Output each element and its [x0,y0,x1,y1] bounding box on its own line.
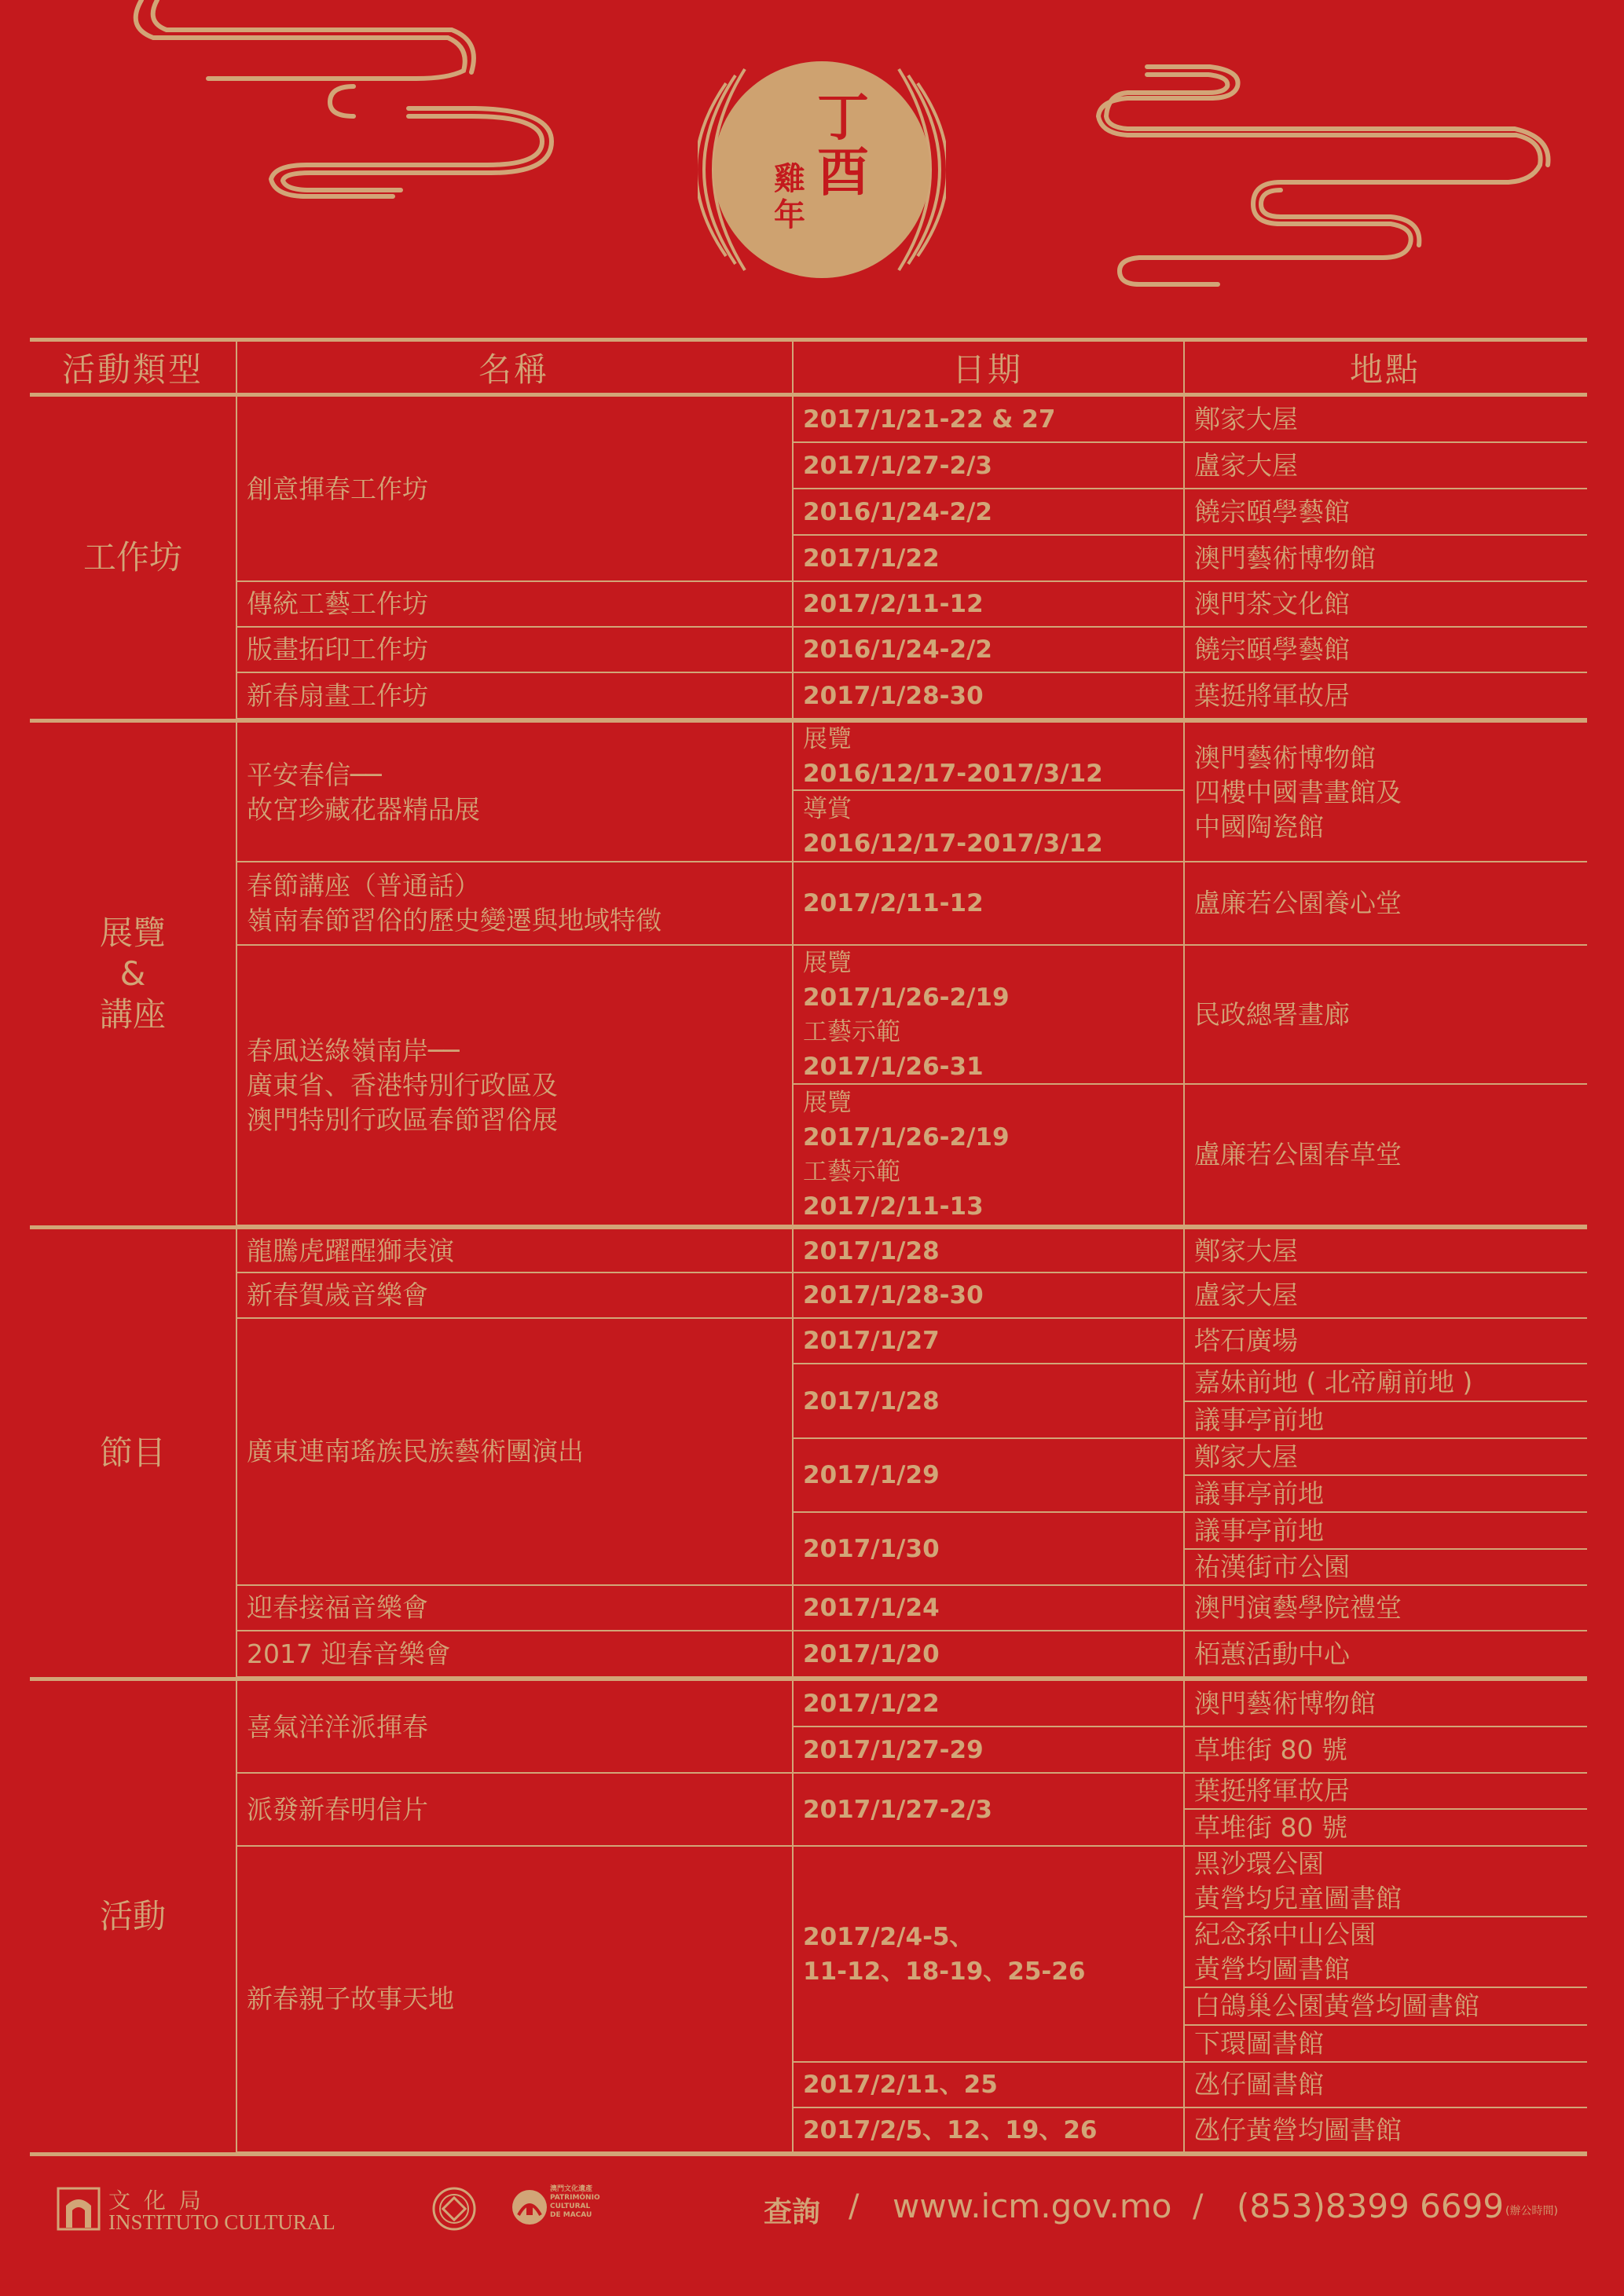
event-date: 2016/1/24-2/2 [803,635,992,664]
event-location: 議事亭前地 [1194,1404,1324,1435]
row-divider [236,672,792,673]
event-date [792,1084,1183,1225]
date-label: 工藝示範 [803,1158,900,1186]
row-divider [792,1511,1183,1513]
event-location: 盧家大屋 [1194,449,1298,481]
row-divider [792,1726,1183,1727]
row-divider [792,580,1183,582]
row-divider [792,1363,1183,1364]
row-divider [236,1272,792,1273]
event-name: 新春賀歲音樂會 [247,1280,428,1310]
event-location: 葉挺將軍故居 [1194,679,1350,711]
row-divider [1183,1363,1587,1364]
section-type: 展覽 & 講座 [99,914,166,1034]
section-type: 工作坊 [82,538,182,577]
row-divider [1183,1317,1587,1319]
event-location: 鄭家大屋 [1194,404,1298,434]
event-date [792,790,1183,862]
event-location: 澳門藝術博物館 [1194,542,1376,573]
row-divider [236,626,792,628]
enquiry-label: 查詢 [764,2196,821,2228]
event-date: 2017/2/5、12、19、26 [803,2115,1098,2144]
row-divider [1183,1808,1587,1810]
phone-number: (853)8399 6699 [1237,2187,1505,2225]
event-name: 新春親子故事天地 [247,1983,454,2014]
section-divider [30,1677,1587,1681]
event-date: 2017/1/28 [803,1236,940,1265]
row-divider [792,1845,1183,1847]
row-divider [1183,1401,1587,1402]
event-name: 廣東連南瑤族民族藝術團演出 [247,1436,584,1467]
event-location: 澳門演藝學院禮堂 [1194,1592,1402,1623]
column-header: 名稱 [478,350,549,389]
event-name: 新春扇畫工作坊 [247,679,428,711]
date-label: 展覽 [803,948,852,977]
event-location: 紀念孫中山公園 黃營均圖書館 [1194,1919,1376,1984]
row-divider [792,1584,1183,1586]
event-location: 饒宗頤學藝館 [1194,634,1350,665]
event-date: 2017/1/27-2/3 [803,451,992,480]
row-divider [1183,1272,1587,1273]
event-date [792,945,1183,1084]
row-divider [1183,1584,1587,1586]
row-divider [1183,1916,1587,1917]
event-date: 2017/1/27 [803,1327,940,1355]
date-value: 2017/1/26-2/19 [803,1123,1010,1152]
row-divider [792,2107,1183,2108]
row-divider [1183,1511,1587,1513]
date-stack [803,792,1103,861]
event-date: 2017/1/20 [803,1639,940,1668]
phone-note: (辦公時間) [1505,2205,1558,2217]
row-divider [792,626,1183,628]
date-value: 2016/12/17-2017/3/12 [803,760,1103,788]
row-divider [1183,1845,1587,1847]
event-location: 栢蕙活動中心 [1194,1638,1350,1669]
world-heritage-icon [431,2185,478,2232]
event-name: 春節講座（普通話） 嶺南春節習俗的歷史變遷與地域特徵 [247,870,662,936]
date-value: 2017/1/26-31 [803,1052,984,1081]
event-date: 2016/1/24-2/2 [803,497,992,526]
row-divider [792,488,1183,489]
event-location: 盧廉若公園春草堂 [1194,1139,1402,1170]
date-stack [803,946,1010,1084]
badge-title-main: 丁酉 [817,87,869,203]
section-divider [30,719,1587,723]
event-location: 草堆街 80 號 [1194,1811,1347,1843]
date-stack [803,1086,1010,1224]
row-divider [236,1772,792,1774]
row-divider [236,944,792,946]
row-divider [1183,1437,1587,1439]
event-location: 白鴿巢公園黃營均圖書館 [1194,1990,1479,2021]
row-divider [792,944,1183,946]
column-header: 地點 [1349,350,1421,389]
row-divider [1183,2061,1587,2063]
date-label: 展覽 [803,725,852,753]
event-name: 迎春接福音樂會 [247,1592,428,1623]
row-divider [1183,944,1587,946]
date-label: 導賞 [803,794,852,823]
event-location: 議事亭前地 [1194,1514,1324,1546]
event-location: 鄭家大屋 [1194,1235,1298,1266]
row-divider [1183,1987,1587,1988]
event-date: 2017/2/11-12 [803,590,984,618]
section-type: 節目 [99,1434,166,1472]
website-link[interactable]: www.icm.gov.mo [893,2187,1172,2225]
event-location: 澳門藝術博物館 四樓中國書畫館及 中國陶瓷館 [1194,742,1402,842]
event-location: 黑沙環公園 黃營均兒童圖書館 [1194,1848,1402,1913]
column-header: 日期 [951,350,1023,389]
event-name: 版畫拓印工作坊 [247,634,428,665]
event-location: 澳門藝術博物館 [1194,1688,1376,1719]
event-date: 2017/1/21-22 & 27 [803,405,1056,434]
column-divider [792,338,794,2156]
event-name: 創意揮春工作坊 [247,473,428,504]
event-location: 盧廉若公園養心堂 [1194,888,1402,918]
event-date: 2017/1/30 [803,1534,940,1563]
footer-separator: / [1193,2188,1204,2225]
event-name: 平安春信── 故宮珍藏花器精品展 [247,759,480,825]
row-divider [1183,488,1587,489]
event-location: 民政總署畫廊 [1194,998,1350,1030]
cloud-right-icon [1092,63,1556,291]
row-divider [236,1584,792,1586]
event-name: 2017 迎春音樂會 [247,1638,451,1669]
row-divider [1183,2107,1587,2108]
row-divider [1183,626,1587,628]
row-divider [792,2061,1183,2063]
event-date: 2017/1/28-30 [803,681,984,710]
date-stack [803,722,1103,791]
event-location: 嘉妹前地 ( 北帝廟前地 ) [1194,1367,1473,1397]
logo-chinese: 文 化 局 [108,2188,204,2214]
event-location: 草堆街 80 號 [1194,1734,1347,1765]
event-date: 2017/2/11、25 [803,2071,998,2099]
event-location: 饒宗頤學藝館 [1194,496,1350,527]
row-divider [792,789,1183,791]
row-divider [1183,441,1587,443]
row-divider [236,1630,792,1631]
row-divider [792,534,1183,536]
row-divider [792,1272,1183,1273]
logo-portuguese: INSTITUTO CULTURAL [108,2210,335,2234]
event-name: 龍騰虎躍醒獅表演 [247,1235,454,1266]
row-divider [1183,1474,1587,1476]
row-divider [792,1630,1183,1631]
column-divider [1183,338,1185,2156]
institute-logo-icon [57,2187,101,2231]
row-divider [1183,672,1587,673]
row-divider [1183,1630,1587,1631]
section-type: 活動 [99,1897,166,1935]
row-divider [1183,1726,1587,1727]
event-location: 氹仔黃營均圖書館 [1194,2114,1402,2145]
date-value: 2016/12/17-2017/3/12 [803,829,1103,858]
date-value: 2017/2/11-13 [803,1192,984,1221]
row-divider [792,1772,1183,1774]
footer [0,2168,1624,2254]
row-divider [1183,534,1587,536]
badge-title-sub: 雞年 [774,161,805,233]
row-divider [1183,1083,1587,1085]
event-name: 春風送綠嶺南岸── 廣東省、香港特別行政區及 澳門特別行政區春節習俗展 [247,1034,558,1135]
event-location: 澳門茶文化館 [1194,588,1350,619]
event-date: 2017/2/4-5、 11-12、18-19、25-26 [803,1922,1086,1986]
event-date: 2017/2/11-12 [803,889,984,917]
row-divider [236,580,792,582]
event-date: 2017/1/27-29 [803,1735,984,1764]
row-divider [236,861,792,862]
event-location: 葉挺將軍故居 [1194,1775,1350,1806]
event-location: 氹仔圖書館 [1194,2069,1324,2100]
row-divider [236,1317,792,1319]
row-divider [1183,580,1587,582]
event-date: 2017/1/29 [803,1461,940,1489]
event-name: 傳統工藝工作坊 [247,588,428,619]
macau-heritage-text: 澳門文化遺產 PATRIMÓNIO CULTURAL DE MACAU [550,2185,600,2219]
date-label: 工藝示範 [803,1017,900,1046]
event-name: 派發新春明信片 [247,1793,428,1825]
event-name: 喜氣洋洋派揮春 [247,1711,428,1742]
row-divider [792,861,1183,862]
section-divider [30,1225,1587,1229]
event-date [792,723,1183,790]
event-date: 2017/1/28-30 [803,1281,984,1309]
event-date: 2017/1/22 [803,544,940,573]
row-divider [1183,861,1587,862]
row-divider [1183,2024,1587,2026]
event-location: 祐漢街市公園 [1194,1551,1350,1582]
event-location: 議事亭前地 [1194,1478,1324,1509]
event-location: 鄭家大屋 [1194,1441,1298,1472]
date-label: 展覽 [803,1089,852,1117]
footer-separator: / [849,2188,860,2225]
column-divider [236,338,237,2156]
event-location: 盧家大屋 [1194,1280,1298,1310]
macau-heritage-icon [511,2188,548,2226]
row-divider [1183,1772,1587,1774]
event-date: 2017/1/24 [803,1594,940,1622]
row-divider [792,1437,1183,1439]
row-divider [792,672,1183,673]
row-divider [236,1845,792,1847]
event-location: 下環圖書館 [1194,2027,1324,2059]
cloud-left-icon [118,0,566,212]
column-header: 活動類型 [61,350,203,389]
row-divider [1183,1548,1587,1550]
table-bottom-rule [30,2152,1587,2156]
event-date: 2017/1/22 [803,1690,940,1718]
event-location: 塔石廣場 [1194,1325,1298,1356]
row-divider [792,441,1183,443]
event-date: 2017/1/28 [803,1386,940,1415]
event-date: 2017/1/27-2/3 [803,1795,992,1824]
row-divider [792,1317,1183,1319]
row-divider [792,1083,1183,1085]
date-value: 2017/1/26-2/19 [803,983,1010,1012]
